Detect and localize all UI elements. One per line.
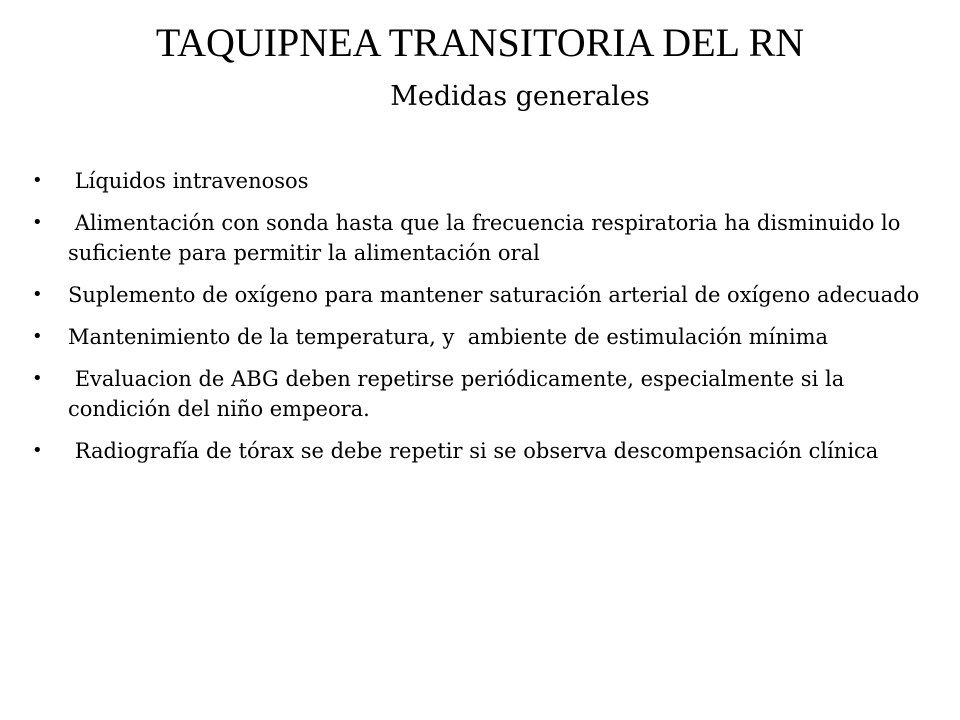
slide-title: TAQUIPNEA TRANSITORIA DEL RN <box>155 20 805 65</box>
bullet-text: Líquidos intravenosos <box>68 169 309 193</box>
bullet-dot-icon: • <box>32 440 43 461</box>
bullet-dot-icon: • <box>32 170 43 191</box>
bullet-text: Alimentación con sonda hasta que la frecuencia respiratoria ha disminuido lo suficiente para permitir la alimentación oral <box>68 211 908 265</box>
bullet-item-temperature <box>30 322 930 352</box>
bullet-text: Suplemento de oxígeno para mantener saturación arterial de oxígeno adecuado <box>68 283 920 307</box>
bullet-dot-icon: • <box>32 284 43 305</box>
bullet-list <box>30 166 930 478</box>
bullet-dot-icon: • <box>32 368 43 389</box>
bullet-dot-icon: • <box>32 212 43 233</box>
bullet-item-oxygen <box>30 280 930 310</box>
bullet-text: Evaluacion de ABG deben repetirse periódicamente, especialmente si la condición del niño empeora. <box>68 367 851 421</box>
slide-subtitle: Medidas generales <box>390 81 650 112</box>
bullet-item-xray <box>30 436 930 466</box>
bullet-text: Radiografía de tórax se debe repetir si se observa descompensación clínica <box>68 439 879 463</box>
bullet-dot-icon: • <box>32 326 43 347</box>
bullet-text: Mantenimiento de la temperatura, y ambiente de estimulación mínima <box>68 325 829 349</box>
bullet-item-iv-fluids <box>30 166 930 196</box>
bullet-item-abg <box>30 364 930 424</box>
bullet-item-tube-feeding <box>30 208 930 268</box>
